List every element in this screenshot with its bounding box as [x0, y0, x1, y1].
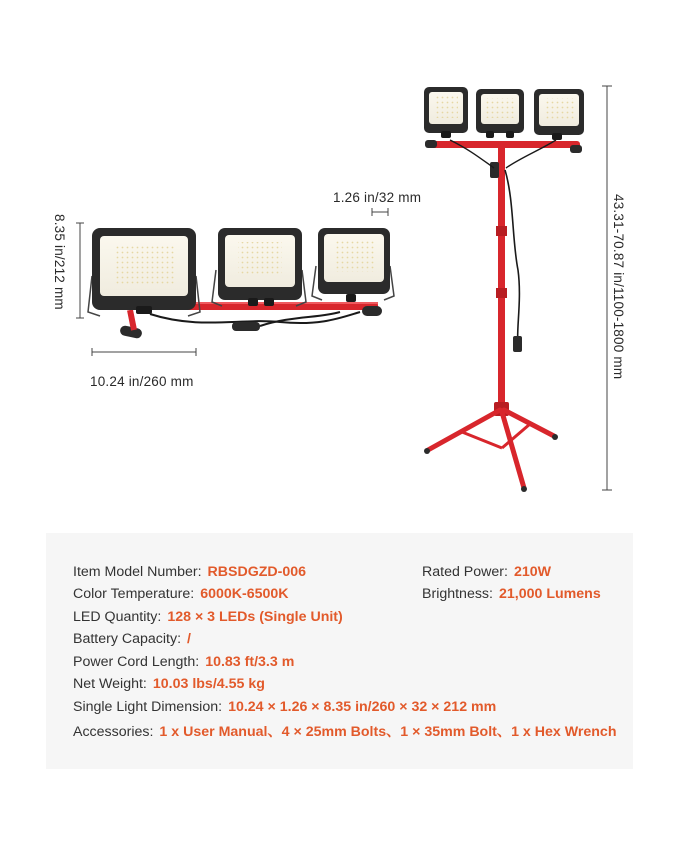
spec-single-light-dimension: Single Light Dimension: 10.24 × 1.26 × 8.35 in/260 × 32 × 212 mm	[73, 699, 497, 715]
spec-color-temperature: Color Temperature: 6000K-6500K	[73, 586, 289, 602]
spec-net-weight: Net Weight: 10.03 lbs/4.55 kg	[73, 676, 265, 692]
specifications-panel	[46, 533, 633, 769]
tripod-stand	[424, 87, 584, 492]
spec-brightness: Brightness: 21,000 Lumens	[422, 586, 601, 602]
spec-led-quantity: LED Quantity: 128 × 3 LEDs (Single Unit)	[73, 609, 343, 625]
spec-power-cord-length: Power Cord Length: 10.83 ft/3.3 m	[73, 654, 295, 670]
bar-light-assembly	[88, 228, 394, 339]
spec-rated-power: Rated Power: 210W	[422, 564, 552, 580]
thickness-dimension-label: 1.26 in/32 mm	[333, 190, 422, 205]
width-dimension-label: 10.24 in/260 mm	[90, 374, 194, 389]
height-dimension-label: 8.35 in/212 mm	[52, 214, 67, 310]
total-height-dimension-label: 43.31-70.87 in/1100-1800 mm	[611, 194, 626, 380]
spec-battery-capacity: Battery Capacity: /	[73, 631, 191, 647]
spec-model: Item Model Number: RBSDGZD-006	[73, 564, 307, 580]
spec-accessories: Accessories: 1 x User Manual、4 × 25mm Bolts、1 × 35mm Bolt、1 x Hex Wrench	[73, 724, 617, 740]
